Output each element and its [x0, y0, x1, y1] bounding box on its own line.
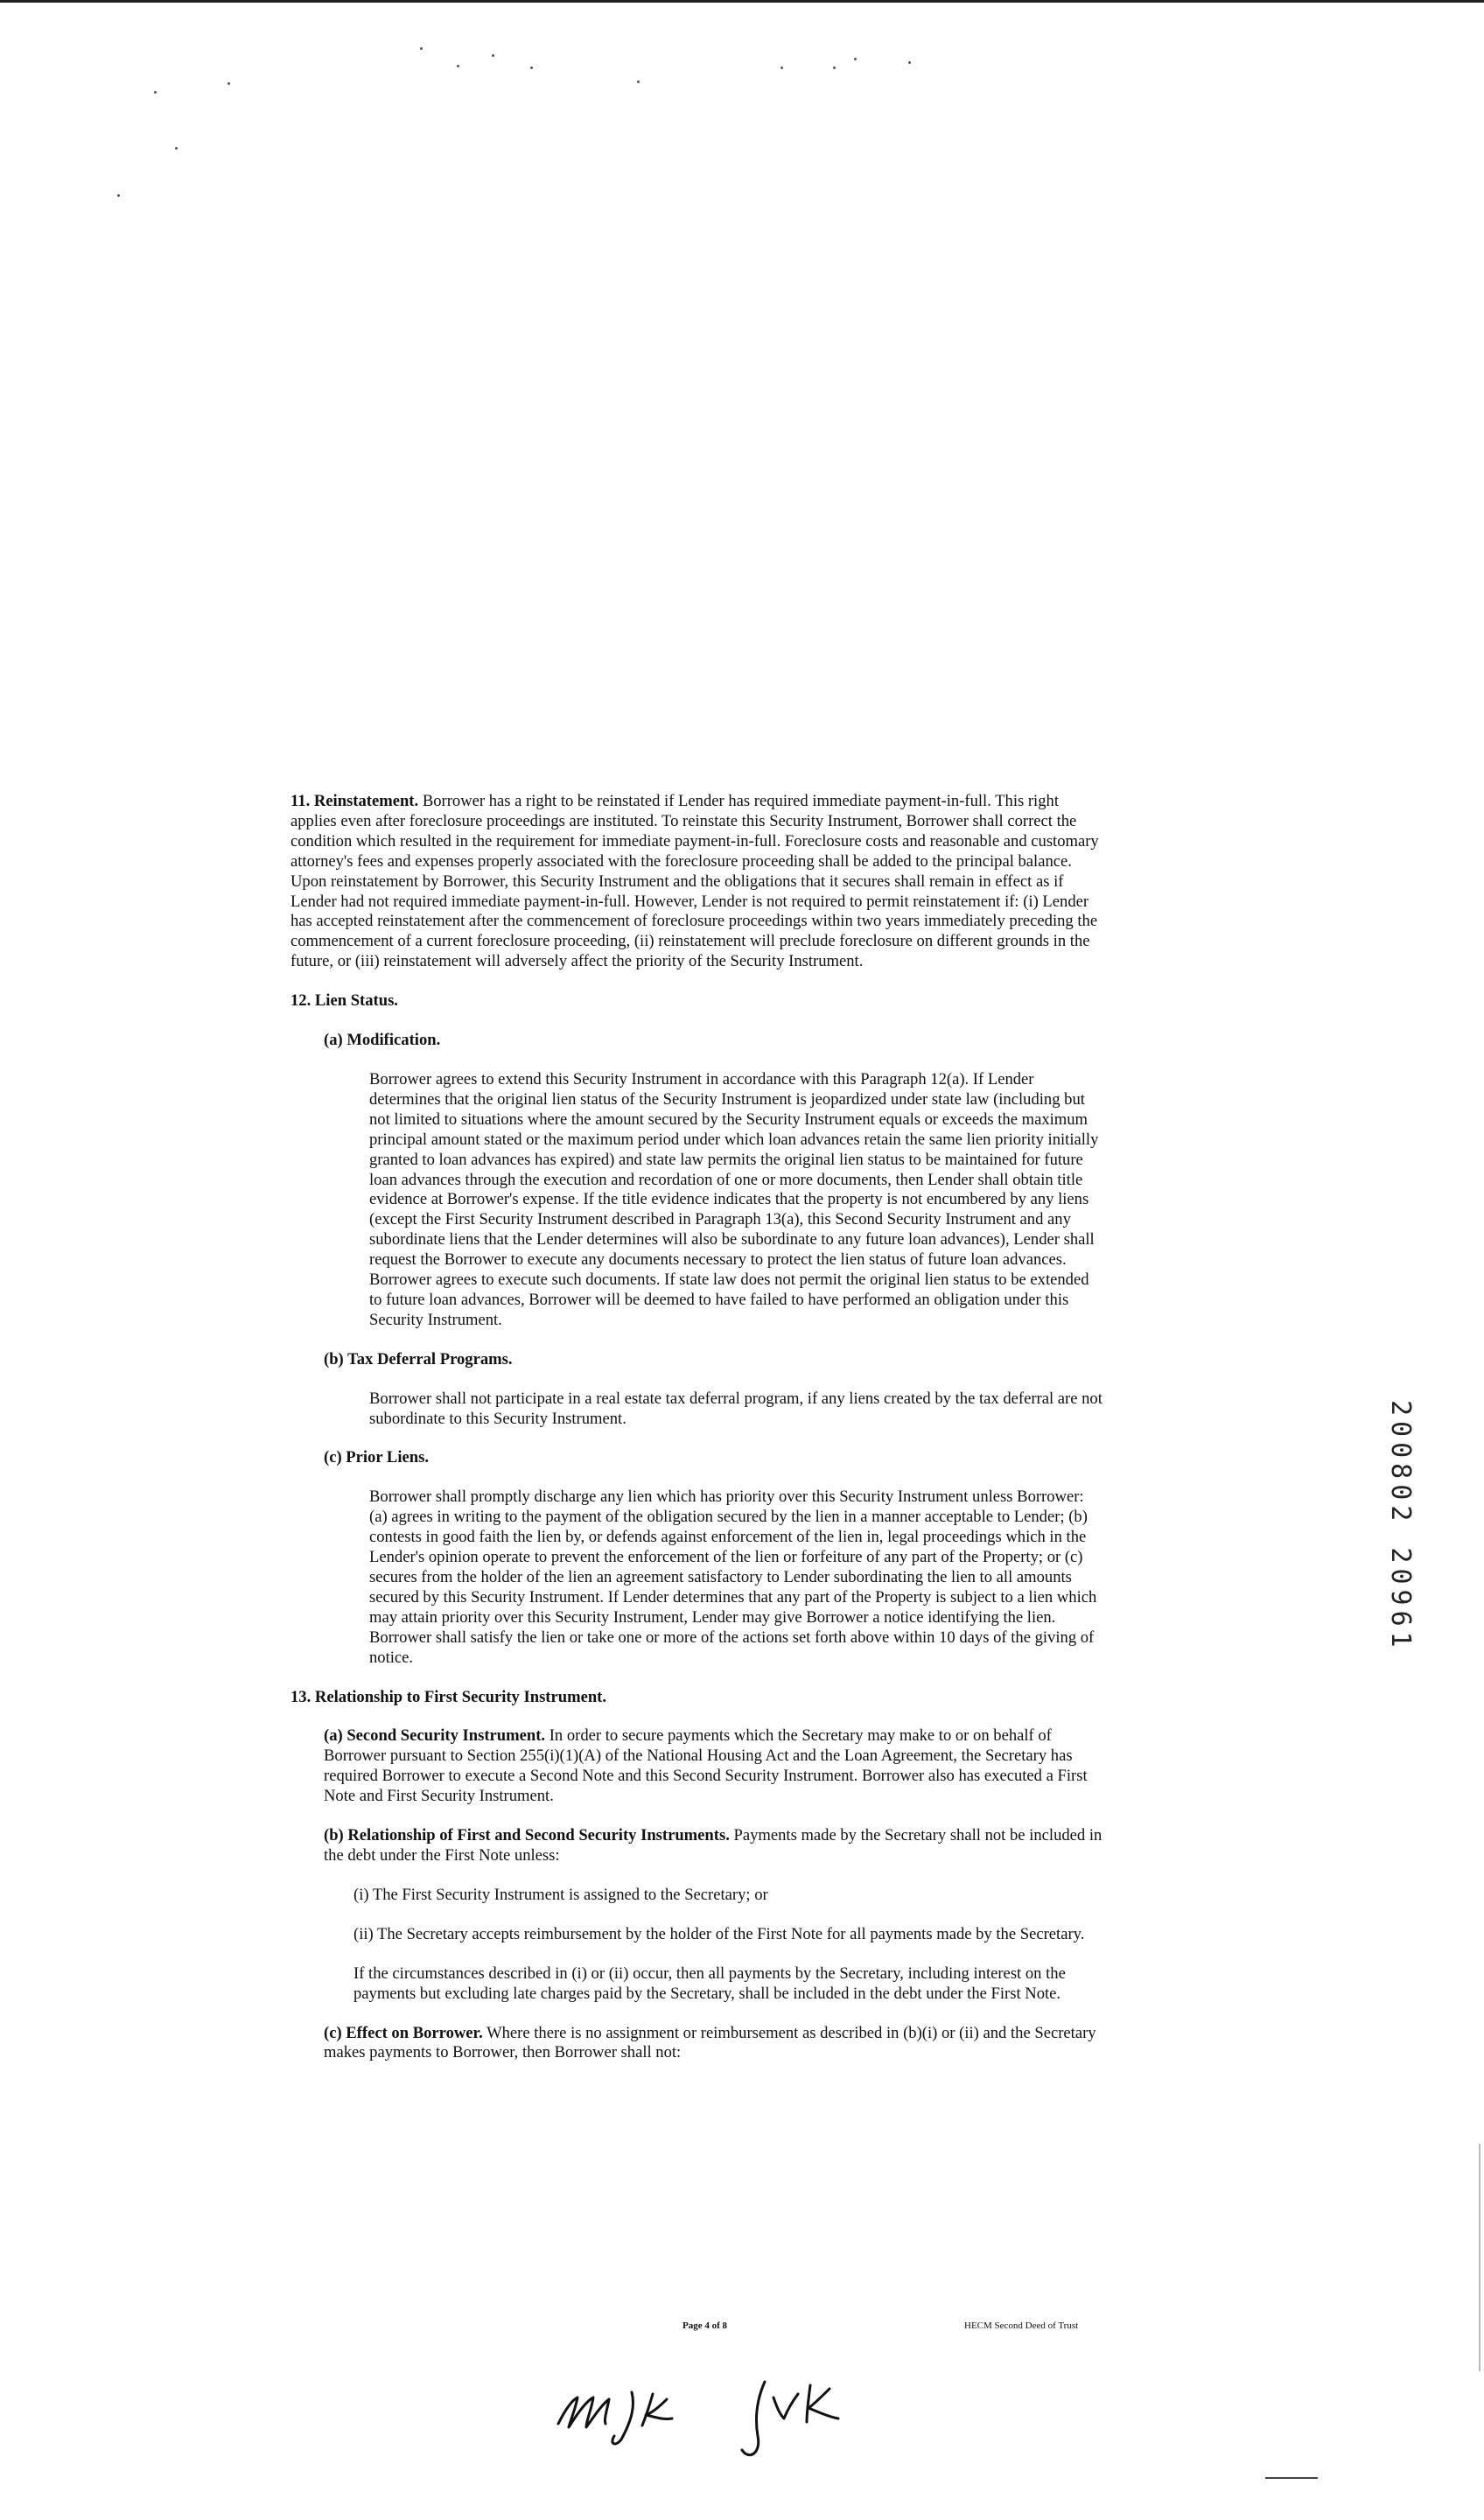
section-13a-text: In order to secure payments which the Secretary may make to or on behalf of Borrower pursuant to Section 255(i)(1)(A) of the National Housing Act and the Loan Agreement, the Secretary has required Borrower to execute a Second Note and this Second Security Instrument. Borrower also has executed a First Note and First Security Instrument. [324, 1726, 1088, 1806]
page-number: Page 4 of 8 [682, 2320, 728, 2331]
section-13b [290, 1826, 1104, 1866]
section-13b-text: Payments made by the Secretary shall not be included in the debt under the First Note unless: [324, 1826, 1102, 1865]
section-11-text: Borrower has a right to be reinstated if Lender has required immediate payment-in-full. This right applies even after foreclosure proceedings are instituted. To reinstate this Security Instrument, Borrower shall correct the condition which resulted in the requirement for immediate payment-in-full. Foreclosure costs and reasonable and customary attorney's fees and expenses properly associated with the foreclosure proceeding shall be added to the principal balance. Upon reinstatement by Borrower, this Security Instrument and the obligations that it secures shall remain in effect as if Lender had not required immediate payment-in-full. However, Lender is not required to permit reinstatement if: (i) Lender has accepted reinstatement after the commencement of foreclosure proceedings within two years immediately preceding the commencement of a current foreclosure proceeding, (ii) reinstatement will preclude foreclosure on different grounds in the future, or (iii) reinstatement will adversely affect the priority of the Security Instrument. [290, 792, 1099, 971]
scan-mark [1265, 2477, 1318, 2479]
section-12-heading [290, 991, 1104, 1012]
section-12a-heading-text: (a) Modification. [324, 1031, 441, 1050]
initials-jvk-stroke [774, 2394, 798, 2418]
section-11-heading: 11. Reinstatement. [290, 792, 419, 810]
scan-speck [833, 66, 836, 69]
scan-speck [780, 66, 783, 69]
section-12b-text: Borrower shall not participate in a real estate tax deferral program, if any liens created by the tax deferral are not subordinate to this Security Instrument. [369, 1389, 1102, 1428]
section-12b-heading-text: (b) Tax Deferral Programs. [324, 1349, 513, 1368]
scan-edge [1479, 2144, 1480, 2371]
handwritten-initials [551, 2362, 919, 2468]
section-12a-text: Borrower agrees to extend this Security Instrument in accordance with this Paragraph 12(a). If Lender determines that the original lien status of the Security Instrument is jeopardized under state law (including but not limited to situations where the amount secured by the Security Instrument equals or exceeds the maximum principal amount stated or the maximum period under which loan advances retain the same lien priority initially granted to loan advances has expired) and state law permits the original lien status to be maintained for future loan advances through the execution and recordation of one or more documents, then Lender shall obtain title evidence at Borrower's expense. If the title evidence indicates that the property is not encumbered by any liens (except the First Security Instrument described in Paragraph 13(a), this Second Security Instrument and any subordinate liens that the Lender determines will also be subordinate to any future loan advances), Lender shall request the Borrower to execute any documents necessary to protect the lien status of future loan advances. Borrower agrees to execute such documents. If state law does not permit the original lien status to be extended to future loan advances, Borrower will be deemed to have failed to have performed an obligation under this Security Instrument. [369, 1069, 1099, 1329]
recording-stamp: 200802 20961 [1385, 1400, 1416, 1653]
section-13b-i: (i) The First Security Instrument is assigned to the Secretary; or [354, 1885, 768, 1904]
scan-speck [228, 82, 230, 85]
scan-top-edge [0, 0, 1484, 3]
scan-speck [492, 54, 494, 57]
scan-speck [175, 147, 178, 150]
initials-mjk-stroke [558, 2398, 609, 2427]
section-11 [290, 792, 1104, 972]
initials-mjk-stroke [642, 2394, 653, 2426]
section-13b-ii: (ii) The Secretary accepts reimbursement by the holder of the First Note for all payments made by the Secretary. [354, 1924, 1085, 1943]
section-12c-heading-text: (c) Prior Liens. [324, 1448, 429, 1467]
footer-document-title: HECM Second Deed of Trust [964, 2320, 1079, 2331]
scan-speck [637, 80, 640, 83]
scan-speck [908, 61, 911, 64]
scan-speck [457, 65, 459, 67]
section-12b-heading [290, 1350, 1104, 1370]
section-12-heading-text: 12. Lien Status. [290, 991, 398, 1011]
section-13-heading [290, 1688, 1104, 1708]
section-13b-heading: (b) Relationship of First and Second Security Instruments. [324, 1826, 730, 1845]
initials-jvk-stroke [742, 2382, 765, 2455]
scan-speck [420, 47, 423, 50]
section-12c-heading [290, 1448, 1104, 1468]
section-13b-tail: If the circumstances described in (i) or (ii) occur, then all payments by the Secretary, including interest on the payments but excluding late charges paid by the Secretary, shall be included in the debt under the First Note. [354, 1964, 1066, 2003]
scan-speck [530, 66, 533, 69]
section-13a-heading: (a) Second Security Instrument. [324, 1726, 546, 1746]
document-body [290, 792, 1104, 2063]
scan-speck [154, 91, 157, 94]
scan-speck [117, 194, 120, 197]
section-12c-text: Borrower shall promptly discharge any lien which has priority over this Security Instrument unless Borrower: (a) agrees in writing to the payment of the obligation secured by the lien in a manner acceptable to Lender; (b) contests in good faith the lien by, or defends against enforcement of the lien in, legal proceedings which in the Lender's opinion operate to prevent the enforcement of the lien or forfeiture of any part of the Property; or (c) secures from the holder of the lien an agreement satisfactory to Lender subordinating the lien to all amounts secured by this Security Instrument. If Lender determines that any part of the Property is subject to a lien which may attain priority over this Security Instrument, Lender may give Borrower a notice identifying the lien. Borrower shall satisfy the lien or take one or more of the actions set forth above within 10 days of the giving of notice. [369, 1488, 1097, 1667]
initials-mjk-stroke [612, 2392, 634, 2444]
section-13a [290, 1726, 1104, 1807]
initials-jvk-stroke [808, 2389, 838, 2418]
section-13c [290, 2024, 1104, 2064]
section-13c-text: Where there is no assignment or reimbursement as described in (b)(i) or (ii) and the Secretary makes payments to Borrower, then Borrower shall not: [324, 2023, 1096, 2062]
initials-jvk-stroke [807, 2385, 810, 2422]
section-12a-heading [290, 1031, 1104, 1051]
scan-speck [854, 58, 857, 60]
section-13c-heading: (c) Effect on Borrower. [324, 2023, 483, 2042]
section-13-heading-text: 13. Relationship to First Security Instrument. [290, 1687, 607, 1706]
